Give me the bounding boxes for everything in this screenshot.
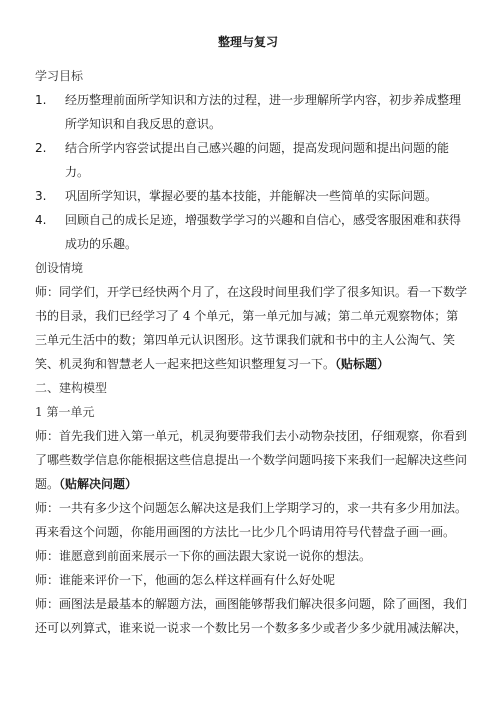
paragraph-1: 师：一共有多少这个问题怎么解决这是我们上学期学习的，求一共有多少用加法。再来看这个问题，你能用画图的方法比一比少几个吗请用符号代替盘子画一画。 xyxy=(35,501,468,539)
goal-item xyxy=(35,184,467,208)
unit1-bold-note: （贴解决问题） xyxy=(59,477,138,491)
goal-number: 3. xyxy=(35,189,47,203)
unit1-paragraph xyxy=(35,424,467,496)
unit1-heading: 1 第一单元 xyxy=(35,405,95,419)
goal-item xyxy=(35,136,467,184)
document-body xyxy=(35,64,467,640)
goal-text: 回顾自己的成长足迹，增强数学学习的兴趣和自信心，感受客服困难和获得成功的乐趣。 xyxy=(65,213,462,251)
goal-number: 4. xyxy=(35,213,47,227)
paragraph-4: 师：画图法是最基本的解题方法，画图能够帮我们解决很多问题，除了画图，我们还可以列算式，谁来说一说求一个数比另一个数多多少或者少多少就用减法解决， xyxy=(35,597,468,635)
scene-text: 师：同学们，开学已经快两个月了，在这段时间里我们学了很多知识。看一下数学书的目录，我们已经学习了 4 个单元，第一单元加与减；第二单元观察物体；第三单元生活中的数；第四单元认识图形。这节课我们就和书中的主人公淘气、笑笑、机灵狗和智慧老人一起来把这些知识整理复习一下。 xyxy=(35,285,468,371)
scene-paragraph xyxy=(35,280,467,376)
scene-bold-note: （贴标题） xyxy=(335,357,390,371)
goal-text: 巩固所学知识，掌握必要的基本技能，并能解决一些简单的实际问题。 xyxy=(65,189,438,203)
section-heading-scene: 创设情境 xyxy=(35,261,84,275)
paragraph-2: 师：谁愿意到前面来展示一下你的画法跟大家说一说你的想法。 xyxy=(35,549,372,563)
section-heading-model: 二、建构模型 xyxy=(35,381,108,395)
goal-text: 经历整理前面所学知识和方法的过程，进一步理解所学内容，初步养成整理所学知识和自我反思的意识。 xyxy=(65,93,462,131)
goal-number: 1. xyxy=(35,93,47,107)
goal-item xyxy=(35,208,467,256)
paragraph-3: 师：谁能来评价一下，他画的怎么样这样画有什么好处呢 xyxy=(35,573,336,587)
goal-item xyxy=(35,88,467,136)
page-title: 整理与复习 xyxy=(217,35,278,49)
section-heading-goals: 学习目标 xyxy=(35,69,84,83)
unit1-text: 师：首先我们进入第一单元，机灵狗要带我们去小动物杂技团，仔细观察，你看到了哪些数学信息你能根据这些信息提出一个数学问题吗接下来我们一起解决这些问题。 xyxy=(35,429,468,491)
goal-number: 2. xyxy=(35,141,47,155)
goal-text: 结合所学内容尝试提出自己感兴趣的问题，提高发现问题和提出问题的能力。 xyxy=(65,141,450,179)
